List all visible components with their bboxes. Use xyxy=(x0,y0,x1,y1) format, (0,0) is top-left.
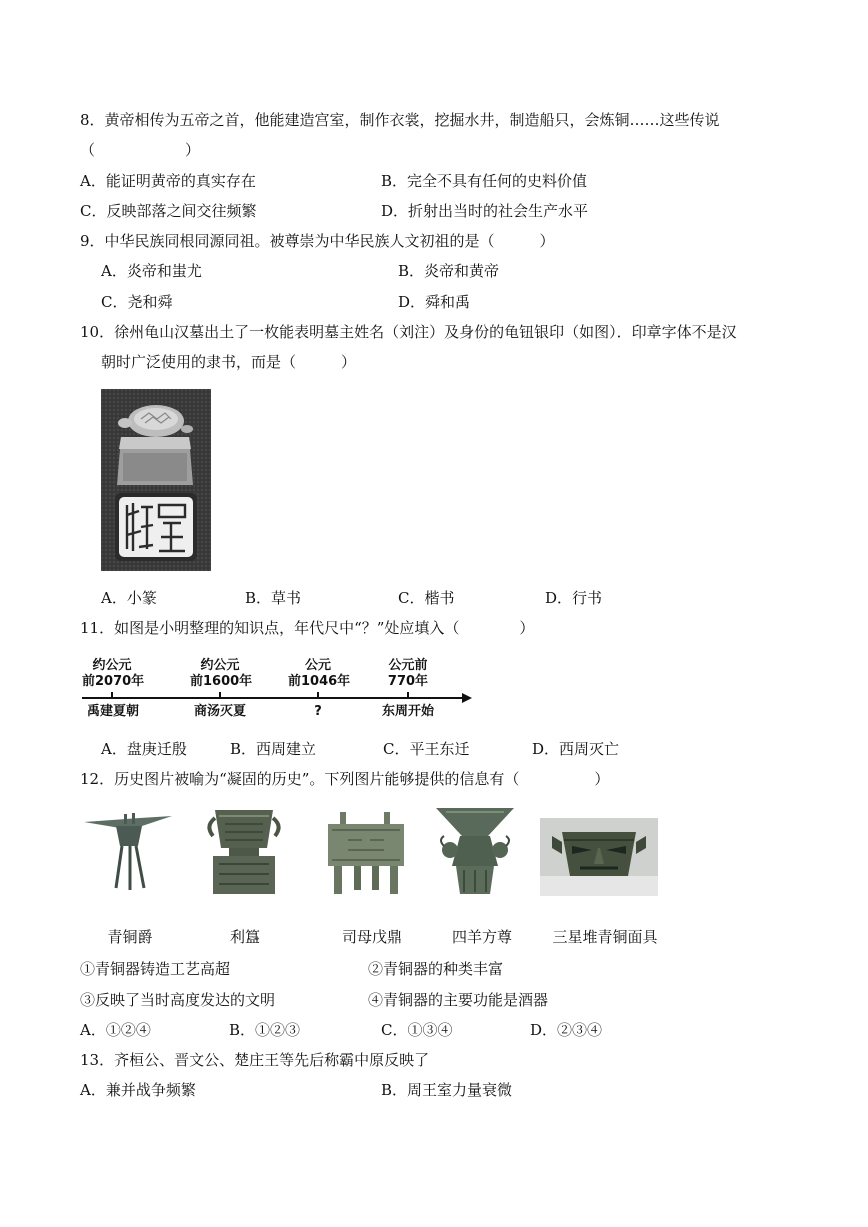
simuwu-ding-image xyxy=(322,810,410,896)
li-gui-image xyxy=(205,806,283,896)
q12-statement-1: ①青铜器铸造工艺高超 xyxy=(80,960,231,978)
timeline-event-1: 禹建夏朝 xyxy=(86,704,139,719)
q8-option-b: B．完全不具有任何的史料价值 xyxy=(381,172,588,190)
q12-option-b: B．①②③ xyxy=(229,1021,301,1039)
timeline-event-4: 东周开始 xyxy=(381,704,434,719)
q9-option-c: C．尧和舜 xyxy=(101,293,173,311)
turtle-seal-image xyxy=(101,389,211,571)
q13-option-b: B．周王室力量衰微 xyxy=(381,1081,513,1099)
q10-stem-line1: 10．徐州龟山汉墓出土了一枚能表明墓主姓名（刘注）及身份的龟钮银印（如图）．印章字体不是汉 xyxy=(80,323,737,341)
q12-statement-3: ③反映了当时高度发达的文明 xyxy=(80,991,276,1009)
timeline-tick-1-top: 约公元 xyxy=(92,658,132,673)
q12-statement-4: ④青铜器的主要功能是酒器 xyxy=(368,991,549,1009)
timeline-tick-2-top: 约公元 xyxy=(200,658,240,673)
q11-option-c: C．平王东迁 xyxy=(383,740,470,758)
timeline-event-2: 商汤灭夏 xyxy=(193,704,246,719)
caption-simuwu-ding: 司母戊鼎 xyxy=(341,928,402,946)
q13-option-a: A．兼并战争频繁 xyxy=(80,1081,196,1099)
timeline-diagram xyxy=(80,654,475,726)
q10-option-d: D．行书 xyxy=(545,589,603,607)
caption-li-gui: 利簋 xyxy=(229,928,260,946)
timeline-tick-4-top: 公元前 xyxy=(388,658,428,673)
q8-option-c: C．反映部落之间交往频繁 xyxy=(80,202,257,220)
timeline-tick-3-top: 公元 xyxy=(304,658,331,673)
q10-option-c: C．楷书 xyxy=(398,589,455,607)
caption-bronze-jue: 青铜爵 xyxy=(107,928,153,946)
q11-option-d: D．西周灭亡 xyxy=(532,740,620,758)
q8-option-d: D．折射出当时的社会生产水平 xyxy=(381,202,589,220)
caption-four-ram-zun: 四羊方尊 xyxy=(451,928,512,946)
q10-stem-line2: 朝时广泛使用的隶书，而是（ ） xyxy=(101,353,357,371)
q11-option-a: A．盘庚迁殷 xyxy=(101,740,187,758)
sanxingdui-mask-image xyxy=(540,818,658,896)
q10-option-a: A．小篆 xyxy=(101,589,157,607)
q11-stem: 11．如图是小明整理的知识点，年代尺中“？”处应填入（ ） xyxy=(80,619,535,637)
timeline-tick-4-bottom: 770年 xyxy=(387,674,429,689)
q13-stem: 13．齐桓公、晋文公、楚庄王等先后称霸中原反映了 xyxy=(80,1051,430,1069)
timeline-tick-2-bottom: 前1600年 xyxy=(190,674,253,689)
q12-option-d: D．②③④ xyxy=(530,1021,603,1039)
four-ram-zun-image xyxy=(432,806,518,896)
q11-option-b: B．西周建立 xyxy=(230,740,317,758)
q9-option-d: D．舜和禹 xyxy=(398,293,471,311)
q12-stem: 12．历史图片被喻为“凝固的历史”。下列图片能够提供的信息有（ ） xyxy=(80,770,610,788)
timeline-tick-3-bottom: 前1046年 xyxy=(288,674,351,689)
q9-option-b: B．炎帝和黄帝 xyxy=(398,262,500,280)
q12-option-c: C．①③④ xyxy=(381,1021,453,1039)
q9-stem: 9．中华民族同根同源同祖。被尊崇为中华民族人文初祖的是（ ） xyxy=(80,232,555,250)
q8-option-a: A．能证明黄帝的真实存在 xyxy=(80,172,256,190)
q8-answer-paren: （ ） xyxy=(80,141,201,159)
timeline-event-3-unknown: ? xyxy=(314,704,322,719)
q12-option-a: A．①②④ xyxy=(80,1021,151,1039)
timeline-tick-1-bottom: 前2070年 xyxy=(82,674,145,689)
q8-stem: 8．黄帝相传为五帝之首，他能建造宫室，制作衣裳，挖掘水井，制造船只，会炼铜……这些传说 xyxy=(80,111,720,129)
q12-statement-2: ②青铜器的种类丰富 xyxy=(368,960,504,978)
bronze-jue-image xyxy=(80,810,175,892)
q10-option-b: B．草书 xyxy=(245,589,302,607)
q9-option-a: A．炎帝和蚩尤 xyxy=(101,262,202,280)
caption-sanxingdui-mask: 三星堆青铜面具 xyxy=(552,928,658,946)
